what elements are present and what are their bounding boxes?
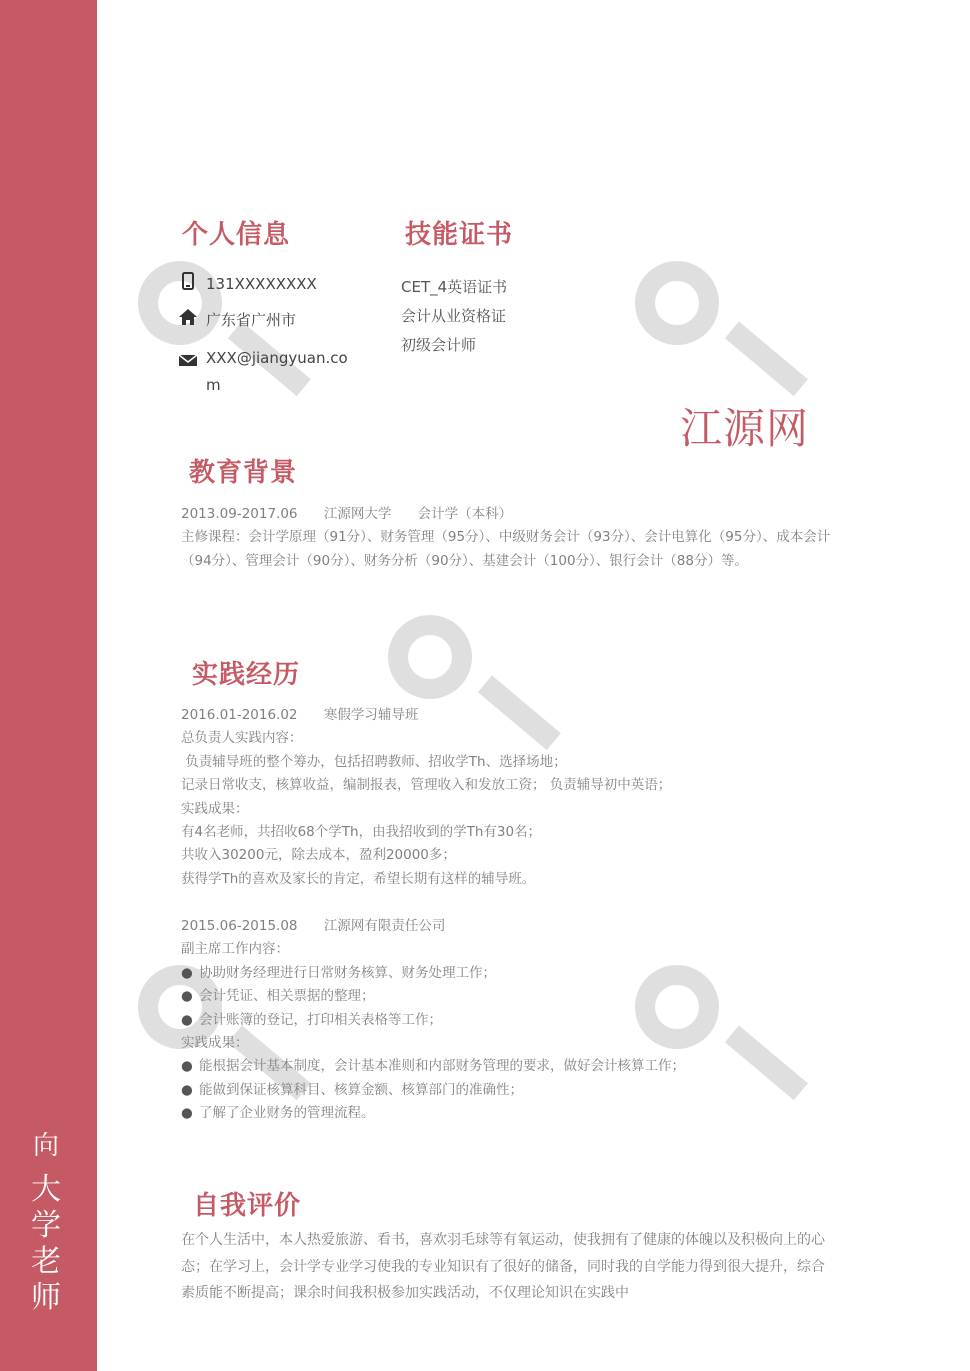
- exp1-org: 寒假学习辅导班: [323, 707, 419, 723]
- exp2-duty: [181, 962, 841, 985]
- exp2-result-text: 了解了企业财务的管理流程。: [199, 1105, 375, 1122]
- email-row: [178, 345, 358, 399]
- brand-logo-text: 江源网: [680, 404, 810, 453]
- phone-row: [178, 271, 317, 298]
- education-period: 2013.09-2017.06: [181, 506, 298, 522]
- education-school: 江源网大学: [323, 506, 392, 522]
- bullet-dot-icon: ●: [181, 1058, 193, 1075]
- sidebar-small-char: 向: [32, 1131, 59, 1161]
- education-courses: 主修课程：会计学原理（91分）、财务管理（95分）、中级财务会计（93分）、会计电算化（95分）、成本会计（94分）、管理会计（90分）、财务分析（90分）、基建会计（100分）、银行会计（88分）等。: [181, 529, 831, 569]
- email-text: XXX@jiangyuan.com: [206, 349, 348, 394]
- exp2-role: 副主席工作内容：: [181, 941, 289, 958]
- exp2-duty-text: 协助财务经理进行日常财务核算、财务处理工作；: [199, 964, 496, 981]
- exp2-result-text: 能根据会计基本制度，会计基本准则和内部财务管理的要求，做好会计核算工作；: [199, 1058, 685, 1075]
- self-eval-text: 在个人生活中，本人热爱旅游、看书，喜欢羽毛球等有氧运动，使我拥有了健康的体魄以及积极向上的心态；在学习上，会计学专业学习使我的专业知识有了很好的储备，同时我的自学能力得到很大提升，综合素质能不断提高；课余时间我积极参加实践活动，不仅理论知识在实践中: [181, 1232, 825, 1301]
- education-title: 教育背景: [189, 458, 298, 488]
- skill-item: 初级会计师: [401, 336, 477, 354]
- sidebar-char: 师: [31, 1280, 61, 1315]
- exp2-duty: [181, 1009, 841, 1032]
- exp1-role: 总负责人实践内容：: [181, 730, 303, 747]
- self-eval-title: 自我评价: [193, 1191, 302, 1221]
- address-text: 广东省广州市: [206, 311, 297, 329]
- bullet-dot-icon: ●: [181, 1011, 193, 1028]
- bullet-dot-icon: ●: [181, 988, 193, 1005]
- exp2-org: 江源网有限责任公司: [323, 918, 446, 934]
- exp2-meta: [181, 915, 841, 938]
- sidebar-char: 学: [31, 1208, 61, 1243]
- exp2-duty: [181, 985, 841, 1008]
- bullet-dot-icon: ●: [181, 1105, 193, 1122]
- mail-icon: [178, 350, 198, 370]
- education-block: [181, 503, 841, 573]
- sidebar: [0, 0, 97, 1371]
- exp2-result: [181, 1079, 841, 1102]
- exp2-duty-text: 会计账簿的登记，打印相关表格等工作；: [199, 1011, 442, 1028]
- address-row: [178, 307, 296, 334]
- sidebar-char: 大: [31, 1172, 61, 1207]
- sidebar-char: 老: [31, 1244, 61, 1279]
- exp1-meta: [181, 704, 841, 727]
- bullet-dot-icon: ●: [181, 964, 193, 981]
- exp2-result: [181, 1102, 841, 1125]
- exp1-period: 2016.01-2016.02: [181, 707, 298, 723]
- exp2-period: 2015.06-2015.08: [181, 918, 298, 934]
- bullet-dot-icon: ●: [181, 1081, 193, 1098]
- exp2-duty-text: 会计凭证、相关票据的整理；: [199, 988, 375, 1005]
- exp2-result: [181, 1055, 841, 1078]
- education-major: 会计学（本科）: [417, 506, 513, 522]
- exp1-line: 记录日常收支，核算收益，编制报表，管理收入和发放工资； 负责辅导初中英语；: [181, 777, 672, 794]
- personal-info-title: 个人信息: [182, 220, 291, 250]
- exp1-line: 负责辅导班的整个筹办，包括招聘教师、招收学Th、选择场地；: [181, 753, 567, 770]
- phone-icon: [178, 271, 198, 291]
- practice-exp2: [181, 915, 841, 1126]
- exp2-result-text: 能做到保证核算科目、核算金额、核算部门的准确性；: [199, 1081, 523, 1098]
- sidebar-vertical-text: [22, 1128, 70, 1316]
- exp1-line: 共收入30200元，除去成本，盈利20000多；: [181, 847, 456, 864]
- exp2-result-label: 实践成果：: [181, 1035, 249, 1052]
- skill-item: CET_4英语证书: [401, 278, 508, 296]
- exp1-line: 获得学Th的喜欢及家长的肯定，希望长期有这样的辅导班。: [181, 870, 536, 887]
- exp1-line: 有4名老师，共招收68个学Th，由我招收到的学Th有30名；: [181, 824, 542, 841]
- exp1-line: 实践成果：: [181, 800, 249, 817]
- phone-text: 131XXXXXXXX: [206, 275, 317, 293]
- home-icon: [178, 307, 198, 327]
- practice-exp1: [181, 704, 841, 891]
- practice-title: 实践经历: [192, 660, 301, 690]
- education-meta: [181, 503, 841, 526]
- skill-item: 会计从业资格证: [401, 307, 507, 325]
- skills-title: 技能证书: [405, 220, 514, 250]
